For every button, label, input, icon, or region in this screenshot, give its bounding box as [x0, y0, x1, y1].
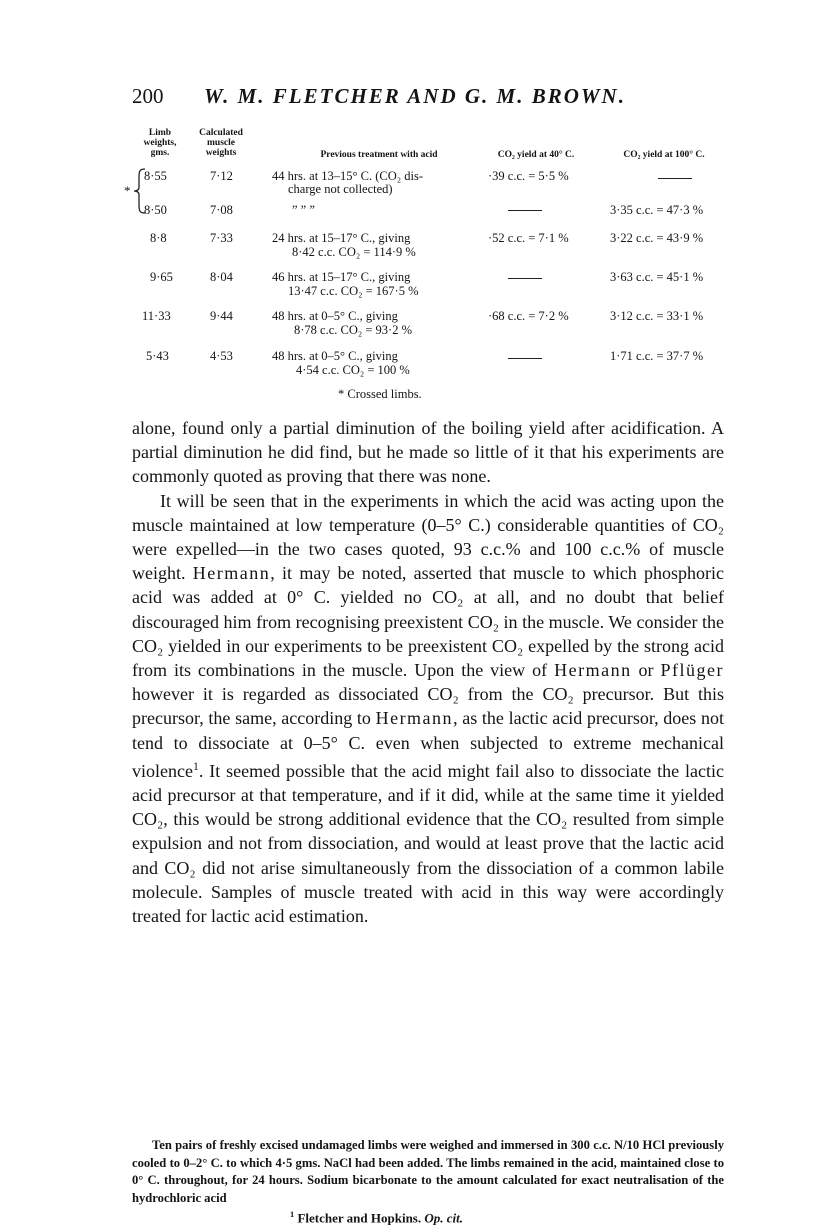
row4-limb: 9·65 — [150, 270, 173, 284]
page-footnote: $^1$ Fletcher and Hopkins. Op. cit. — [290, 1209, 463, 1226]
row4-treatment-cont: 13·47 c.c. CO₂ = 167·5 % — [288, 284, 419, 298]
row6-yield-100: 1·71 c.c. = 37·7 % — [610, 349, 704, 363]
row6-yield-40-dash — [508, 358, 542, 359]
row6-muscle: 4·53 — [210, 349, 233, 363]
row3-treatment-cont: 8·42 c.c. CO₂ = 114·9 % — [292, 245, 416, 259]
row6-treatment: 48 hrs. at 0–5° C., giving — [272, 349, 398, 363]
row3-yield-100: 3·22 c.c. = 43·9 % — [610, 231, 704, 245]
row4-yield-40-dash — [508, 278, 542, 279]
paragraph-1: alone, found only a partial diminution of the boiling yield after acidification. A partial diminution he did find, but he made so little of it that his experiments are commonly quoted as proving that there was none. — [132, 418, 724, 487]
row1-treatment-cont: charge not collected) — [288, 182, 393, 196]
row5-treatment-cont: 8·78 c.c. CO₂ = 93·2 % — [294, 323, 412, 337]
row5-treatment: 48 hrs. at 0–5° C., giving — [272, 309, 398, 323]
row2-yield-40-dash — [508, 210, 542, 211]
row2-yield-100: 3·35 c.c. = 47·3 % — [610, 203, 704, 217]
body-text — [132, 416, 724, 928]
row5-yield-40: ·68 c.c. = 7·2 % — [488, 309, 569, 323]
col-header-yield-100: CO₂ yield at 100° C. — [623, 150, 705, 160]
row1-yield-40: ·39 c.c. = 5·5 % — [488, 169, 569, 183]
row6-treatment-cont: 4·54 c.c. CO₂ = 100 % — [296, 363, 410, 377]
row2-treatment-ditto: ” ” ” — [292, 203, 315, 217]
running-head: W. M. FLETCHER AND G. M. BROWN. — [204, 84, 626, 108]
row2-limb: 8·50 — [144, 203, 167, 217]
row6-limb: 5·43 — [146, 349, 169, 363]
row1-yield-100-dash — [658, 178, 692, 179]
row5-muscle: 9·44 — [210, 309, 233, 323]
row3-treatment: 24 hrs. at 15–17° C., giving — [272, 231, 411, 245]
col-header-treatment: Previous treatment with acid — [320, 150, 438, 160]
page-header — [132, 84, 692, 114]
row1-limb: 8·55 — [144, 169, 167, 183]
name-hermann: Hermann — [192, 563, 271, 584]
page-number: 200 — [132, 84, 164, 108]
name-pfluger: Pflüger — [660, 660, 725, 681]
methods-paragraph: Ten pairs of freshly excised undamaged limbs were weighed and immersed in 300 c.c. N/10 HCl previously cooled to 0–2° C. to which 4·5 gms. NaCl had been added. The limbs remained in the acid, maintained close to 0° C. throughout, for 24 hours. Sodium bicarbonate to the amount calculated for exact neutralisation of the hydrochloric acid — [132, 1138, 724, 1205]
row1-muscle: 7·12 — [210, 169, 233, 183]
row5-yield-100: 3·12 c.c. = 33·1 % — [610, 309, 704, 323]
row1-treatment: 44 hrs. at 13–15° C. (CO₂ dis- — [272, 169, 424, 183]
row3-muscle: 7·33 — [210, 231, 233, 245]
row3-yield-40: ·52 c.c. = 7·1 % — [488, 231, 569, 245]
row4-yield-100: 3·63 c.c. = 45·1 % — [610, 270, 704, 284]
col-header-muscle: Calculated muscle weights — [199, 128, 243, 158]
row4-muscle: 8·04 — [210, 270, 233, 284]
paragraph-2: It will be seen that in the experiments in which the acid was acting upon the muscle maintained at low temperature (0–5° C.) considerable quantities of CO₂ were expelled—in the two cases quoted, 93 c.c.% and 100 c.c.% of muscle weight. Hermann, it may be noted, asserted that muscle to which phosphoric acid was added at 0° C. yielded no CO₂ at all, and no doubt that belief discouraged him from recognising preexistent CO₂ in the muscle. We consider the CO₂ yielded in our experiments to be preexistent CO₂ expelled by the strong acid from its combinations in the muscle. Upon the view of Hermann or Pflüger however it is regarded as dissociated CO₂ from the CO₂ precursor. But this precursor, the same, according to Hermann, as the lactic acid precursor, does not tend to dissociate at 0–5° C. even when subjected to extreme mechanical violence$^1$. It seemed possible that the acid might fail also to dissociate the lactic acid precursor at that temperature, and if it did, while at the same time it yielded CO₂, this would be strong additional evidence that the CO₂ resulted from simple expulsion and not from dissociation, and would at least prove that the lactic acid and CO₂ did not arise simultaneously from the dissociation of a common labile molecule. Samples of muscle treated with acid in this way were accordingly treated for lactic acid estimation. — [132, 490, 725, 927]
row2-muscle: 7·08 — [210, 203, 233, 217]
table-footnote: * Crossed limbs. — [338, 387, 422, 401]
crossed-limbs-star: * — [124, 183, 131, 198]
results-table — [124, 128, 732, 401]
col-header-yield-40: CO₂ yield at 40° C. — [497, 150, 575, 160]
row3-limb: 8·8 — [150, 231, 167, 245]
row5-limb: 11·33 — [142, 309, 171, 323]
row4-treatment: 46 hrs. at 15–17° C., giving — [272, 270, 411, 284]
footnote-ref: 1 — [192, 759, 199, 773]
col-header-limb: Limb weights, gms. — [143, 128, 177, 158]
